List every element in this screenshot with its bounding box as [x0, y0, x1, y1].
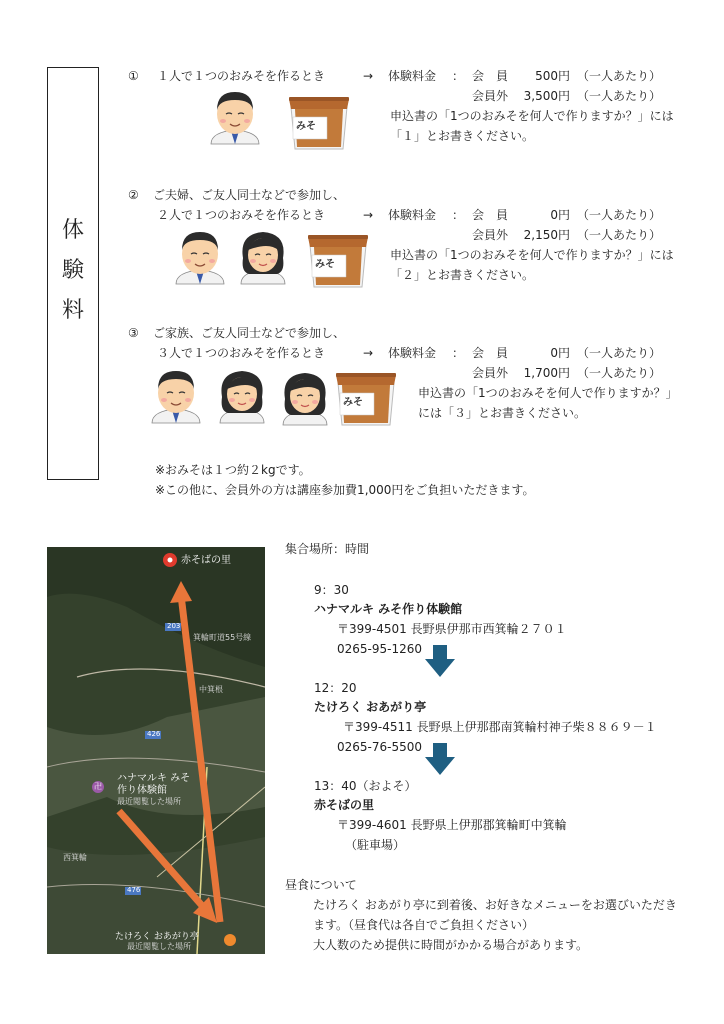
man-icon	[176, 232, 224, 284]
member-fee: 500円	[535, 69, 570, 83]
nonmember-label: 会員外	[472, 366, 509, 380]
woman-icon	[220, 371, 264, 423]
down-arrow-icon	[424, 743, 456, 777]
option-number: ②	[128, 188, 139, 202]
fee-colon: ：	[452, 208, 465, 222]
application-note: には「３」とお書きください。	[418, 406, 587, 420]
road-shield-label: 476	[127, 886, 141, 894]
option-desc: １人で１つのおみそを作るとき	[157, 69, 326, 83]
arrow-glyph: →	[363, 208, 374, 222]
stop-time: 12：20	[314, 681, 357, 695]
note-participation-fee: ※この他に、会員外の方は講座参加費1,000円をご負担いただきます。	[155, 483, 535, 497]
nonmember-fee: 2,150円	[523, 228, 570, 242]
stop-phone: 0265-76-5500	[337, 740, 423, 754]
member-label: 会 員	[472, 346, 509, 360]
map-label-akasoba: 赤そばの里	[181, 555, 231, 566]
nonmember-label: 会員外	[472, 228, 509, 242]
title-char-1: 体	[61, 218, 84, 243]
nonmember-fee: 1,700円	[523, 366, 570, 380]
map-label-recent: 最近閲覧した場所	[117, 797, 181, 806]
schedule-heading: 集合場所：時間	[285, 542, 370, 556]
road-shield-label: 426	[147, 730, 161, 738]
option-desc: ご夫婦、ご友人同士などで参加し、	[153, 188, 346, 202]
option-desc: ２人で１つのおみそを作るとき	[157, 208, 326, 222]
area-label: 西箕輪	[63, 853, 87, 862]
woman-icon	[241, 232, 285, 284]
stop-address: 〒399-4601 長野県上伊那郡箕輪町中箕輪	[337, 818, 567, 832]
stop-name: 赤そばの里	[314, 798, 375, 812]
fee-label: 体験料金	[388, 69, 437, 83]
lunch-heading: 昼食について	[285, 878, 357, 892]
stop-time: 13：40（およそ）	[314, 779, 417, 793]
road-name-label: 箕輪町道55号線	[193, 633, 252, 642]
fee-label: 体験料金	[388, 208, 437, 222]
miso-label: みそ	[296, 121, 316, 132]
member-fee: 0円	[550, 208, 570, 222]
application-note: 申込書の「1つのおみそを何人で作りますか？」	[418, 386, 678, 400]
stop-address: 〒399-4501 長野県伊那市西箕輪２７０１	[337, 622, 567, 636]
map-label-takeroku: たけろく おあがり亭	[115, 932, 199, 942]
per-person: （一人あたり）	[577, 89, 662, 103]
per-person: （一人あたり）	[577, 208, 662, 222]
nonmember-fee: 3,500円	[523, 89, 570, 103]
stop-phone: 0265-95-1260	[337, 642, 423, 656]
member-label: 会 員	[472, 208, 509, 222]
pin-symbol: 卍	[94, 782, 102, 791]
member-label: 会 員	[472, 69, 509, 83]
man-icon	[152, 371, 200, 423]
fee-colon: ：	[452, 69, 465, 83]
miso-label: みそ	[343, 397, 363, 408]
option-number: ③	[128, 326, 139, 340]
application-note: 申込書の「1つのおみそを何人で作りますか？」には	[390, 248, 674, 262]
option-number: ①	[128, 69, 139, 83]
per-person: （一人あたり）	[577, 366, 662, 380]
title-char-2: 験	[61, 258, 84, 283]
route-map	[47, 547, 265, 954]
application-note: 「２」とお書きください。	[390, 268, 535, 282]
girl-icon	[283, 373, 327, 425]
stop-address: 〒399-4511 長野県上伊那郡南箕輪村神子柴８８６９－１	[343, 720, 657, 734]
stop-name: たけろく おあがり亭	[314, 700, 427, 714]
lunch-text: たけろく おあがり亭に到着後、お好きなメニューをお選びいただき	[313, 898, 677, 912]
per-person: （一人あたり）	[577, 228, 662, 242]
nonmember-label: 会員外	[472, 89, 509, 103]
map-graphic	[47, 547, 265, 954]
arrow-glyph: →	[363, 69, 374, 83]
per-person: （一人あたり）	[577, 346, 662, 360]
stop-name: ハナマルキ みそ作り体験館	[314, 602, 463, 616]
stop-note: （駐車場）	[345, 838, 406, 852]
member-fee: 0円	[550, 346, 570, 360]
arrow-glyph: →	[363, 346, 374, 360]
road-shield-label: 203	[167, 622, 181, 630]
note-weight: ※おみそは１つ約２kgです。	[155, 463, 311, 477]
miso-label: みそ	[315, 259, 335, 270]
option-desc: ３人で１つのおみそを作るとき	[157, 346, 326, 360]
lunch-text: ます。（昼食代は各自でご負担ください）	[313, 918, 535, 932]
option-desc: ご家族、ご友人同士などで参加し、	[153, 326, 346, 340]
lunch-text: 大人数のため提供に時間がかかる場合があります。	[313, 938, 589, 952]
stop-time: 9：30	[314, 583, 349, 597]
fee-colon: ：	[452, 346, 465, 360]
map-label-hanamaruki: 作り体験館	[117, 785, 167, 796]
title-char-3: 料	[61, 298, 84, 323]
map-label-hanamaruki: ハナマルキ みそ	[117, 773, 191, 784]
restaurant-pin-icon	[224, 934, 236, 946]
application-note: 「１」とお書きください。	[390, 129, 535, 143]
area-label: 中箕根	[199, 685, 223, 694]
down-arrow-icon	[424, 645, 456, 679]
man-icon	[211, 92, 259, 144]
per-person: （一人あたり）	[577, 69, 662, 83]
application-note: 申込書の「1つのおみそを何人で作りますか？」には	[390, 109, 674, 123]
map-label-recent: 最近閲覧した場所	[127, 942, 191, 951]
fee-label: 体験料金	[388, 346, 437, 360]
